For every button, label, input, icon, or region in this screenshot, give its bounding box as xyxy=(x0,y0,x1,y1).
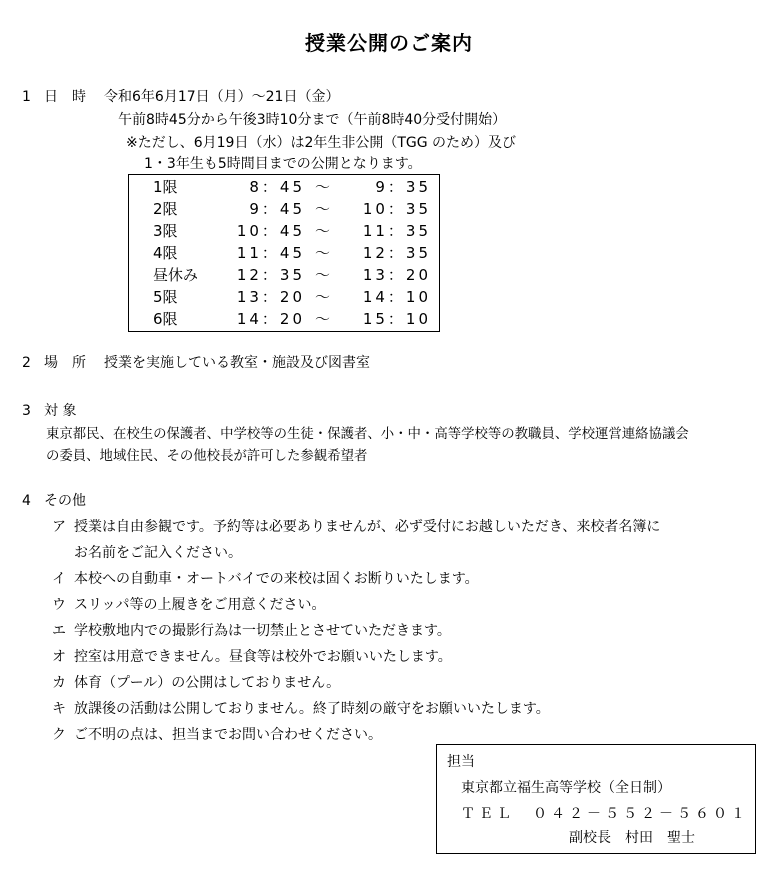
schedule-tilde: ～ xyxy=(315,266,331,284)
schedule-start: 13：20 xyxy=(236,288,305,306)
schedule-period: 5限 xyxy=(153,288,178,306)
contact-heading: 担当 xyxy=(447,754,475,770)
section2-label: 場 所 xyxy=(44,355,86,371)
contact-person: 副校長 村田 聖士 xyxy=(569,830,695,846)
section2-number: 2 xyxy=(22,355,31,371)
section1-label: 日 時 xyxy=(44,89,86,105)
item-marker: オ xyxy=(52,649,66,665)
schedule-start: 8：45 xyxy=(249,178,305,196)
item-text-continued: お名前をご記入ください。 xyxy=(74,545,242,561)
section1-number: 1 xyxy=(22,89,31,105)
schedule-start: 11：45 xyxy=(236,244,305,262)
schedule-period: 1限 xyxy=(153,178,178,196)
item-text: 学校敷地内での撮影行為は一切禁止とさせていただきます。 xyxy=(74,623,451,639)
schedule-tilde: ～ xyxy=(315,200,331,218)
schedule-end: 13：20 xyxy=(362,266,431,284)
schedule-start: 14：20 xyxy=(236,310,305,328)
schedule-end: 10：35 xyxy=(362,200,431,218)
item-marker: ク xyxy=(52,727,66,743)
section4-label: その他 xyxy=(44,493,86,509)
item-text: 本校への自動車・オートバイでの来校は固くお断りいたします。 xyxy=(74,571,479,587)
schedule-tilde: ～ xyxy=(315,222,331,240)
page-title: 授業公開のご案内 xyxy=(305,31,473,55)
contact-tel: ＴＥＬ ０４２－５５２－５６０１ xyxy=(461,806,749,822)
section2-text: 授業を実施している教室・施設及び図書室 xyxy=(104,355,370,371)
schedule-tilde: ～ xyxy=(315,310,331,328)
item-marker: ウ xyxy=(52,597,66,613)
schedule-start: 12：35 xyxy=(236,266,305,284)
schedule-start: 9：45 xyxy=(249,200,305,218)
schedule-period: 2限 xyxy=(153,200,178,218)
schedule-tilde: ～ xyxy=(315,244,331,262)
section1-note-line2: 1・3年生も5時間目までの公開となります。 xyxy=(144,156,422,172)
item-marker: カ xyxy=(52,675,66,691)
schedule-period: 6限 xyxy=(153,310,178,328)
item-text: ご不明の点は、担当までお問い合わせください。 xyxy=(74,727,382,743)
item-marker: イ xyxy=(52,571,66,587)
section1-note-line1: ※ただし、6月19日（水）は2年生非公開（TGG のため）及び xyxy=(126,135,517,151)
contact-school: 東京都立福生高等学校（全日制） xyxy=(461,780,671,796)
contact-box xyxy=(436,744,756,854)
section1-time: 午前8時45分から午後3時10分まで（午前8時40分受付開始） xyxy=(118,112,507,128)
section3-number: 3 xyxy=(22,403,31,419)
section3-label: 対 象 xyxy=(44,403,77,419)
item-marker: ア xyxy=(52,519,66,535)
section3-line2: の委員、地域住民、その他校長が許可した参観希望者 xyxy=(46,449,368,464)
item-text: 放課後の活動は公開しておりません。終了時刻の厳守をお願いいたします。 xyxy=(74,701,550,717)
item-text: 授業は自由参観です。予約等は必要ありませんが、必ず受付にお越しいただき、来校者名簿に xyxy=(74,519,661,535)
schedule-end: 11：35 xyxy=(362,222,431,240)
schedule-period: 3限 xyxy=(153,222,178,240)
section4-number: 4 xyxy=(22,493,31,509)
schedule-start: 10：45 xyxy=(236,222,305,240)
section3-line1: 東京都民、在校生の保護者、中学校等の生徒・保護者、小・中・高等学校等の教職員、学校運営連絡協議会 xyxy=(46,427,689,442)
schedule-period: 昼休み xyxy=(153,266,199,284)
schedule-end: 9：35 xyxy=(375,178,431,196)
item-marker: キ xyxy=(52,701,66,717)
item-text: スリッパ等の上履きをご用意ください。 xyxy=(74,597,326,613)
schedule-tilde: ～ xyxy=(315,288,331,306)
section1-date: 令和6年6月17日（月）～21日（金） xyxy=(104,89,340,105)
schedule-end: 15：10 xyxy=(362,310,431,328)
schedule-end: 14：10 xyxy=(362,288,431,306)
item-text: 控室は用意できません。昼食等は校外でお願いいたします。 xyxy=(74,649,452,665)
item-marker: エ xyxy=(52,623,66,639)
schedule-tilde: ～ xyxy=(315,178,331,196)
schedule-table xyxy=(128,174,440,332)
schedule-period: 4限 xyxy=(153,244,178,262)
item-text: 体育（プール）の公開はしておりません。 xyxy=(74,675,341,691)
schedule-end: 12：35 xyxy=(362,244,431,262)
